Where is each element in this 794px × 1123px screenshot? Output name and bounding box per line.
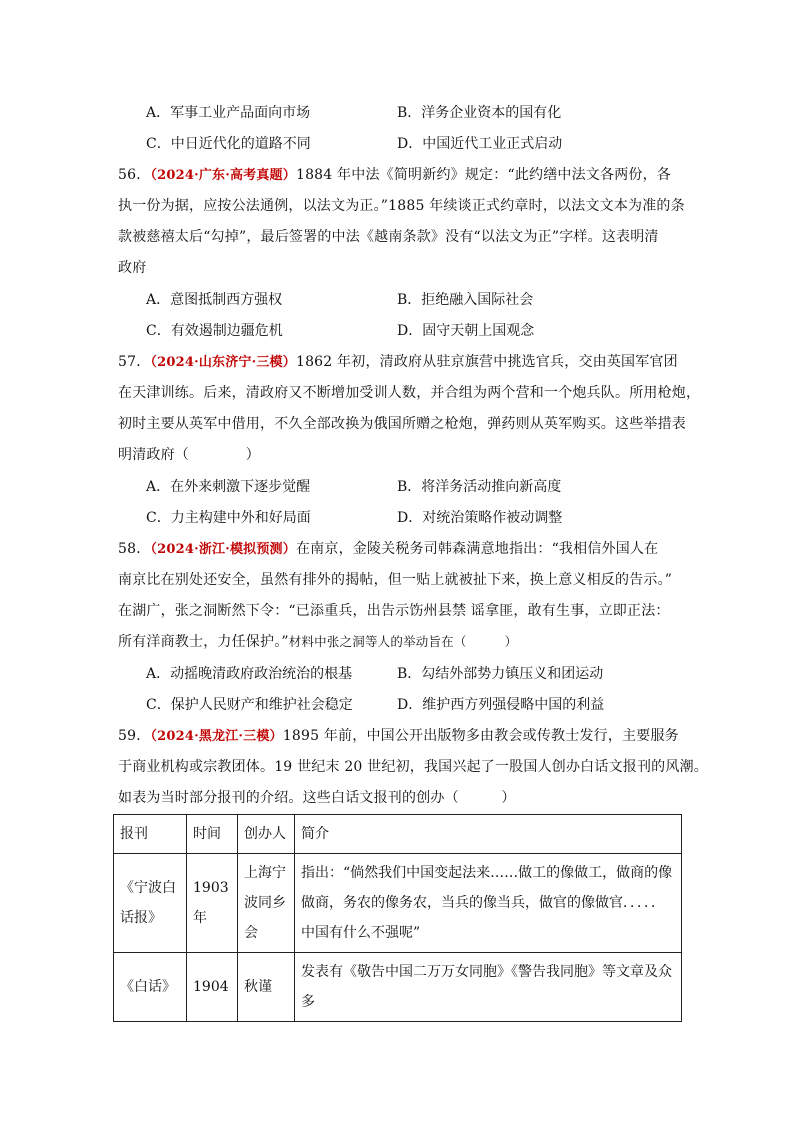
q56-option-b: B．拒绝融入国际社会 — [397, 292, 534, 308]
q59-stem-line-3: 如表为当时部分报刊的介绍。这些白话文报刊的创办（ ） — [118, 790, 516, 806]
q57-stem-line-4: 明清政府（ ） — [118, 447, 260, 463]
q56-stem-line-3: 款被慈禧太后“勾掉”，最后签署的中法《越南条款》没有“以法文为正”字样。这表明清 — [118, 229, 659, 245]
q58-option-c: C．保护人民财产和维护社会稳定 — [146, 697, 353, 713]
q58-source: （2024·浙江·模拟预测） — [150, 542, 296, 557]
q57-option-d: D．对统治策略作被动调整 — [397, 510, 563, 526]
table-header-cell: 报刊 — [114, 815, 187, 854]
q57-stem-line-2: 在天津训练。后来，清政府又不断增加受训人数，并合组为两个营和一个炮兵队。所用枪炮， — [118, 385, 701, 401]
table-header-cell: 时间 — [187, 815, 238, 854]
q56-stem-line-2: 执一份为据，应按公法通例，以法文为正。”1885 年续谈正式约章时，以法文文本为准的条 — [118, 198, 685, 214]
table-header-row — [114, 815, 682, 854]
q55-option-b: B．洋务企业资本的国有化 — [397, 105, 562, 121]
q58-text-5: 材料中张之洞等人的举动旨在（ ） — [288, 634, 518, 649]
q55-option-c: C．中日近代化的道路不同 — [146, 136, 311, 152]
table-row — [114, 953, 682, 1022]
q57-number: 57． — [118, 354, 151, 370]
q59-stem-line-1 — [118, 726, 679, 747]
table-cell-name: 《宁波白话报》 — [114, 854, 187, 953]
q58-option-a: A．动摇晚清政府政治统治的根基 — [146, 666, 353, 682]
q56-option-a: A．意图抵制西方强权 — [146, 292, 283, 308]
q59-number: 59． — [118, 728, 151, 744]
table-cell-founder: 秋谨 — [238, 953, 295, 1022]
q58-stem-line-4 — [118, 632, 517, 652]
q56-option-d: D．固守天朝上国观念 — [397, 323, 535, 339]
table-cell-time: 1904 — [187, 953, 238, 1022]
q58-option-d: D．维护西方列强侵略中国的利益 — [397, 697, 605, 713]
q59-source: （2024·黑龙江·三模） — [150, 729, 283, 744]
q56-option-c: C．有效遏制边疆危机 — [146, 323, 283, 339]
q56-number: 56． — [118, 167, 151, 183]
table-header-cell: 简介 — [295, 815, 682, 854]
q57-option-c: C．力主构建中外和好局面 — [146, 510, 311, 526]
q57-option-b: B．将洋务活动推向新高度 — [397, 479, 562, 495]
q58-stem-line-2: 南京比在别处还安全，虽然有排外的揭帖，但一贴上就被扯下来，换上意义相反的告示。” — [118, 572, 673, 588]
table-cell-intro: 发表有《敬告中国二万万女同胞》《警告我同胞》等文章及众多 — [295, 953, 682, 1022]
q58-stem-line-1 — [118, 539, 658, 560]
table-cell-name: 《白话》 — [114, 953, 187, 1022]
q56-stem-line-1 — [118, 165, 671, 186]
q55-option-a: A．军事工业产品面向市场 — [146, 105, 311, 121]
table-cell-founder: 上海宁波同乡会 — [238, 854, 295, 953]
q58-option-b: B．勾结外部势力镇压义和团运动 — [397, 666, 604, 682]
q56-stem-line-4: 政府 — [118, 260, 147, 276]
table-cell-time: 1903年 — [187, 854, 238, 953]
q58-text-1: 在南京，金陵关税务司韩森满意地指出：“我相信外国人在 — [295, 541, 659, 557]
table-header-cell: 创办人 — [238, 815, 295, 854]
table-row — [114, 854, 682, 953]
table-cell-intro: 指出：“倘然我们中国变起法来……做工的像做工，做商的像做商，务农的像务农，当兵的像当兵，做官的像做官．．．．．中国有什么不强呢” — [295, 854, 682, 953]
q59-stem-line-2: 于商业机构或宗教团体。19 世纪末 20 世纪初，我国兴起了一股国人创办白话文报刊的风潮。 — [118, 759, 708, 775]
q56-source: （2024·广东·高考真题） — [150, 168, 296, 183]
q57-text-1: 1862 年初，清政府从驻京旗营中挑选官兵，交由英国军官团 — [295, 354, 678, 370]
q57-source: （2024·山东济宁·三模） — [150, 355, 296, 370]
q56-text-1: 1884 年中法《简明新约》规定：“此约缮中法文各两份，各 — [295, 167, 672, 183]
q58-number: 58． — [118, 541, 151, 557]
q55-option-d: D．中国近代工业正式启动 — [397, 136, 563, 152]
q59-text-1: 1895 年前，中国公开出版物多由教会或传教士发行，主要服务 — [282, 728, 679, 744]
q57-stem-line-1 — [118, 352, 678, 373]
q58-stem-line-3: 在湖广，张之洞断然下令：“已添重兵，出告示饬州县禁 谣拿匪，敢有生事，立即正法： — [118, 603, 670, 619]
q57-stem-line-3: 初时主要从英军中借用，不久全部改换为俄国所赠之枪炮，弹药则从英军购买。这些举措表 — [118, 416, 686, 432]
newspaper-table — [113, 814, 682, 1022]
q58-text-4: 所有洋商教士，力任保护。” — [118, 634, 289, 650]
q57-option-a: A．在外来刺激下逐步觉醒 — [146, 479, 311, 495]
